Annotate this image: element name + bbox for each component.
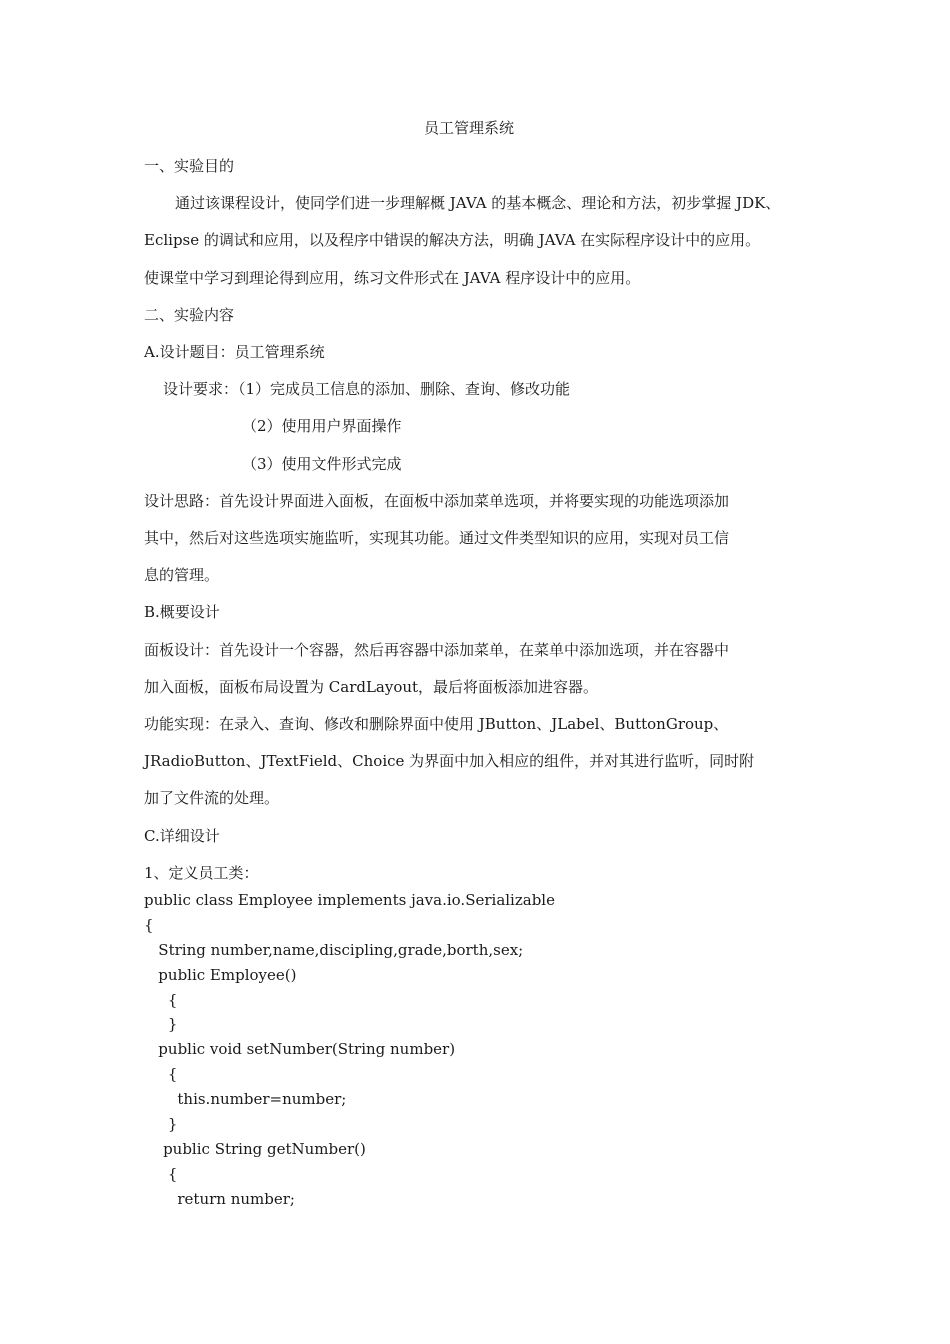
paragraph-line: 功能实现：在录入、查询、修改和删除界面中使用 JButton、JLabel、ButtonGroup、	[144, 715, 729, 734]
code-line: public class Employee implements java.io.Serializable	[144, 891, 555, 909]
code-line: this.number=number;	[144, 1090, 347, 1109]
code-line: String number,name,discipling,grade,borth,sex;	[144, 940, 524, 959]
subheading-overview-design: B.概要设计	[144, 603, 220, 622]
code-line: }	[144, 1115, 178, 1134]
paragraph-line: 使课堂中学习到理论得到应用，练习文件形式在 JAVA 程序设计中的应用。	[144, 268, 641, 287]
paragraph-line: 加入面板，面板布局设置为 CardLayout，最后将面板添加进容器。	[144, 677, 599, 696]
code-line: }	[144, 1015, 178, 1034]
code-line: {	[144, 1065, 178, 1084]
paragraph-line: 面板设计：首先设计一个容器，然后再容器中添加菜单，在菜单中添加选项，并在容器中	[144, 640, 730, 659]
section-heading-content: 二、实验内容	[144, 305, 235, 324]
subheading-design-topic: A.设计题目：员工管理系统	[144, 343, 325, 362]
paragraph-line: Eclipse 的调试和应用，以及程序中错误的解决方法，明确 JAVA 在实际程序设计中的应用。	[144, 231, 761, 250]
requirement-line: （2）使用用户界面操作	[242, 417, 402, 436]
code-line: public String getNumber()	[144, 1139, 366, 1158]
code-block	[144, 888, 844, 1212]
requirement-line: 设计要求：（1）完成员工信息的添加、删除、查询、修改功能	[163, 380, 571, 399]
requirement-line: （3）使用文件形式完成	[242, 454, 402, 473]
code-line: public Employee()	[144, 965, 297, 984]
code-line: return number;	[144, 1189, 295, 1208]
code-line: {	[144, 1164, 178, 1183]
document-title: 员工管理系统	[423, 119, 514, 137]
document-body	[144, 148, 814, 892]
code-line: {	[144, 915, 154, 934]
code-line: public void setNumber(String number)	[144, 1040, 456, 1059]
step-heading: 1、定义员工类：	[144, 863, 259, 882]
paragraph-line: 设计思路：首先设计界面进入面板，在面板中添加菜单选项，并将要实现的功能选项添加	[144, 491, 730, 510]
paragraph-line: 其中，然后对这些选项实施监听，实现其功能。通过文件类型知识的应用，实现对员工信	[144, 529, 730, 548]
paragraph-line: 加了文件流的处理。	[144, 789, 280, 808]
paragraph-line: 息的管理。	[144, 566, 220, 585]
code-line: {	[144, 990, 178, 1009]
section-heading-purpose: 一、实验目的	[144, 157, 235, 175]
paragraph-line: JRadioButton、JTextField、Choice 为界面中加入相应的组件，并对其进行监听，同时附	[144, 752, 755, 771]
paragraph-line: 通过该课程设计，使同学们进一步理解概 JAVA 的基本概念、理论和方法，初步掌握 JDK、	[175, 194, 781, 213]
subheading-detailed-design: C.详细设计	[144, 826, 220, 845]
